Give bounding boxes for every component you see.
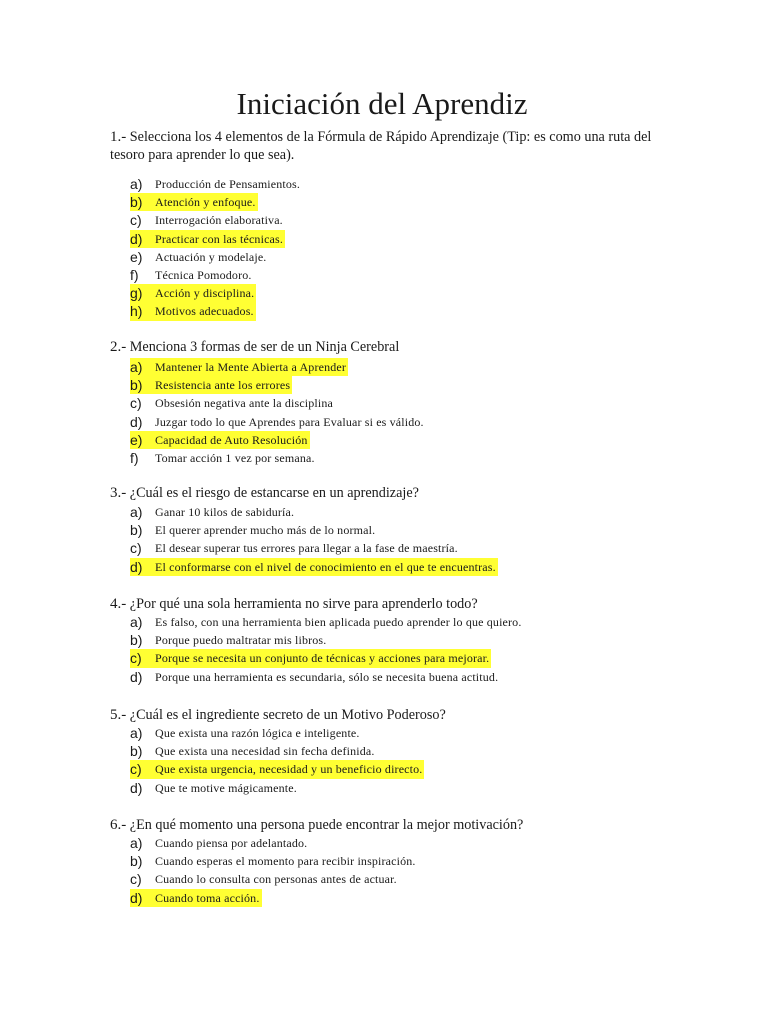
option-text: Porque se necesita un conjunto de técnicas y acciones para mejorar. — [155, 649, 491, 667]
option-text: Cuando toma acción. — [155, 889, 262, 907]
question-prompt: ¿Cuál es el riesgo de estancarse en un aprendizaje? — [126, 485, 419, 501]
question-prompt: Selecciona los 4 elementos de la Fórmula de Rápido Aprendizaje (Tip: es como una ruta del tesoro para aprender lo que sea). — [110, 129, 652, 163]
option-letter: a) — [130, 725, 143, 741]
option-item — [110, 613, 670, 631]
option-letter: a) — [130, 614, 143, 630]
option-item — [110, 521, 670, 539]
option-text: Cuando lo consulta con personas antes de actuar. — [155, 872, 397, 887]
question-number: 1.- — [110, 129, 127, 145]
option-text: El conformarse con el nivel de conocimiento en el que te encuentras. — [155, 558, 498, 576]
question-6 — [110, 816, 670, 906]
option-list — [110, 834, 670, 907]
question-text — [110, 484, 670, 502]
option-item — [110, 742, 670, 760]
option-item-highlighted — [110, 358, 670, 376]
option-text: Juzgar todo lo que Aprendes para Evaluar si es válido. — [155, 414, 424, 429]
option-text: Acción y disciplina. — [155, 284, 256, 302]
option-letter: d) — [130, 779, 143, 796]
option-text: Interrogación elaborativa. — [155, 213, 283, 228]
option-text: Que exista urgencia, necesidad y un beneficio directo. — [155, 760, 424, 778]
option-letter: f) — [130, 266, 139, 283]
question-number: 6.- — [110, 817, 127, 833]
option-text: Cuando piensa por adelantado. — [155, 836, 308, 850]
question-2 — [110, 338, 670, 466]
question-1 — [110, 128, 670, 320]
option-text: Cuando esperas el momento para recibir inspiración. — [155, 854, 416, 869]
question-prompt: Menciona 3 formas de ser de un Ninja Cerebral — [126, 339, 400, 355]
question-text — [110, 595, 670, 613]
option-letter: c) — [130, 395, 142, 412]
option-item — [110, 413, 670, 431]
option-letter: g) — [130, 284, 157, 302]
option-item-highlighted — [110, 431, 670, 449]
option-letter: b) — [130, 376, 157, 394]
option-item-highlighted — [110, 284, 670, 302]
option-letter: b) — [130, 522, 143, 539]
option-item — [110, 211, 670, 229]
option-text: Que exista una necesidad sin fecha definida. — [155, 744, 375, 759]
option-item — [110, 779, 670, 797]
option-letter: d) — [130, 668, 143, 685]
option-letter: d) — [130, 889, 157, 907]
question-text — [110, 706, 670, 724]
question-number: 5.- — [110, 707, 127, 723]
option-letter: a) — [130, 358, 157, 376]
option-item-highlighted — [110, 193, 670, 211]
question-number: 3.- — [110, 485, 127, 501]
option-text: Obsesión negativa ante la disciplina — [155, 396, 334, 411]
option-text: Capacidad de Auto Resolución — [155, 431, 310, 449]
option-text: Actuación y modelaje. — [155, 249, 267, 264]
option-item — [110, 724, 670, 742]
question-4 — [110, 595, 670, 685]
option-text: El desear superar tus errores para llegar a la fase de maestría. — [155, 541, 458, 556]
option-item — [110, 539, 670, 557]
option-letter: d) — [130, 230, 157, 248]
option-item-highlighted — [110, 889, 670, 907]
option-list — [110, 358, 670, 467]
option-text: Que exista una razón lógica e inteligente. — [155, 726, 360, 740]
option-letter: e) — [130, 431, 157, 449]
option-list — [110, 724, 670, 797]
question-prompt: ¿Cuál es el ingrediente secreto de un Motivo Poderoso? — [126, 707, 446, 723]
option-letter: c) — [130, 871, 142, 888]
option-letter: a) — [130, 835, 143, 851]
option-letter: d) — [130, 413, 143, 430]
option-text: Resistencia ante los errores — [155, 376, 292, 394]
option-text: El querer aprender mucho más de lo normal. — [155, 523, 376, 538]
option-item — [110, 668, 670, 686]
option-item — [110, 248, 670, 266]
option-text: Mantener la Mente Abierta a Aprender — [155, 358, 348, 376]
option-text: Ganar 10 kilos de sabiduría. — [155, 505, 295, 519]
option-item-highlighted — [110, 760, 670, 778]
option-letter: b) — [130, 743, 143, 760]
option-item-highlighted — [110, 230, 670, 248]
option-letter: h) — [130, 302, 157, 320]
option-text: Porque puedo maltratar mis libros. — [155, 633, 327, 648]
option-list — [110, 503, 670, 576]
option-letter: c) — [130, 760, 157, 778]
question-prompt: ¿Por qué una sola herramienta no sirve para aprenderlo todo? — [126, 596, 478, 612]
question-5 — [110, 706, 670, 796]
option-letter: a) — [130, 176, 143, 192]
question-prompt: ¿En qué momento una persona puede encontrar la mejor motivación? — [126, 817, 524, 833]
option-item — [110, 266, 670, 284]
option-text: Tomar acción 1 vez por semana. — [155, 450, 315, 465]
option-item — [110, 503, 670, 521]
option-letter: a) — [130, 504, 143, 520]
option-letter: c) — [130, 649, 157, 667]
option-item — [110, 870, 670, 888]
option-item — [110, 834, 670, 852]
option-item-highlighted — [110, 649, 670, 667]
option-item — [110, 852, 670, 870]
question-text — [110, 816, 670, 834]
option-item-highlighted — [110, 376, 670, 394]
option-letter: b) — [130, 853, 143, 870]
option-text: Producción de Pensamientos. — [155, 177, 301, 191]
option-text: Atención y enfoque. — [155, 193, 258, 211]
option-item — [110, 631, 670, 649]
question-number: 4.- — [110, 596, 127, 612]
option-item — [110, 175, 670, 193]
question-text — [110, 338, 670, 356]
option-letter: d) — [130, 558, 157, 576]
option-letter: b) — [130, 632, 143, 649]
option-text: Porque una herramienta es secundaria, sólo se necesita buena actitud. — [155, 669, 499, 684]
option-item — [110, 394, 670, 412]
option-letter: f) — [130, 449, 139, 466]
option-item-highlighted — [110, 558, 670, 576]
option-list — [110, 175, 670, 321]
option-text: Motivos adecuados. — [155, 302, 256, 320]
question-3 — [110, 484, 670, 575]
option-letter: b) — [130, 193, 157, 211]
question-text — [110, 128, 670, 164]
option-list — [110, 613, 670, 686]
option-letter: e) — [130, 248, 143, 265]
option-text: Que te motive mágicamente. — [155, 780, 297, 795]
option-item — [110, 449, 670, 467]
document-title: Iniciación del Aprendiz — [236, 86, 528, 121]
option-text: Practicar con las técnicas. — [155, 230, 285, 248]
question-number: 2.- — [110, 339, 127, 355]
option-letter: c) — [130, 540, 142, 557]
option-text: Es falso, con una herramienta bien aplicada puedo aprender lo que quiero. — [155, 615, 522, 629]
option-item-highlighted — [110, 302, 670, 320]
option-text: Técnica Pomodoro. — [155, 267, 252, 282]
option-letter: c) — [130, 212, 142, 229]
